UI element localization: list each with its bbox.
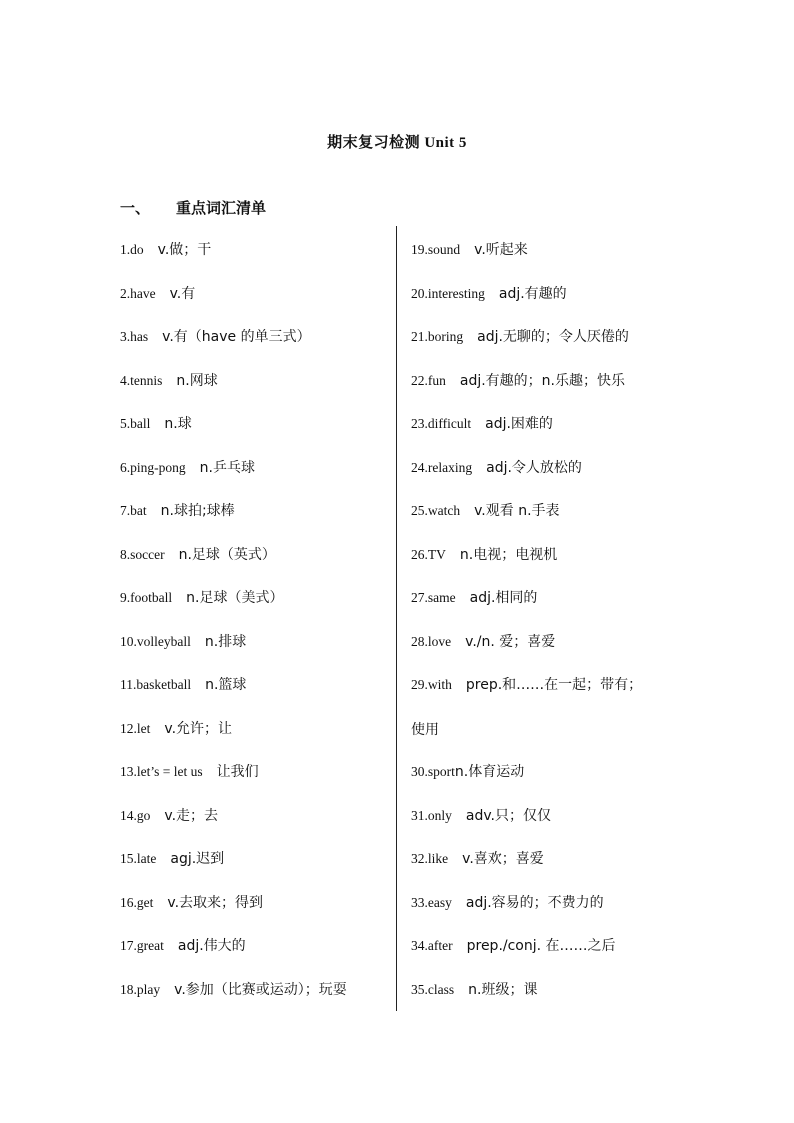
vocab-word: 31.only [411,807,452,823]
vocab-word: 35.class [411,981,455,997]
vocab-entry [411,980,681,1024]
vocab-entry [120,501,392,545]
vocab-word: 10.volleyball [120,633,191,649]
vocab-entry [411,327,681,371]
vocab-entry [411,284,681,328]
vocab-definition: adj.伟大的 [177,938,246,954]
vocab-definition: n.篮球 [205,677,247,693]
vocab-word: 3.has [120,329,149,344]
vocab-word: 8.soccer [120,546,165,562]
section-number: 一、 [120,201,151,217]
vocab-word: 16.get [120,894,154,910]
vocab-definition: adj.困难的 [485,416,553,432]
vocab-definition: n.电视；电视机 [459,546,558,563]
vocab-definition: n.足球（美式） [186,590,284,606]
vocab-definition: prep./conj. 在……之后 [466,938,616,954]
vocab-entry [120,458,392,502]
vocab-definition: n.球 [164,416,192,432]
vocab-definition: v.走；去 [164,807,219,824]
vocab-entry [120,240,392,284]
vocab-definition: n.网球 [176,372,218,389]
vocab-entry [411,936,681,980]
vocab-definition: 让我们 [216,764,259,780]
vocab-definition: v.允许；让 [164,720,233,737]
vocab-entry [120,980,392,1024]
vocab-entry [411,675,681,762]
vocab-word: 27.same [411,590,456,605]
vocab-word: 15.late [120,851,157,866]
vocab-entry [120,371,392,415]
vocab-definition-continued: 使用 [411,721,439,738]
vocab-definition: adv.只；仅仅 [465,807,552,824]
vocab-definition: prep.和……在一起；带有； [465,677,643,693]
vocab-word: 7.bat [120,503,147,518]
vocab-definition: n.排球 [204,633,247,650]
vocab-definition: v.参加（比赛或运动）；玩耍 [174,981,347,998]
vocab-entry [411,762,681,806]
vocab-word: 29.with [411,677,452,692]
vocab-word: 20.interesting [411,285,485,301]
vocab-word: 22.fun [411,372,446,388]
page-title: 期末复习检测 Unit 5 [327,135,467,151]
vocab-word: 24.relaxing [411,459,473,475]
vocab-word: 5.ball [120,416,151,431]
vocab-definition: v.观看 n.手表 [474,503,560,519]
vocab-word: 9.football [120,590,173,605]
vocab-entry [411,849,681,893]
vocab-entry [120,414,392,458]
vocab-definition: v./n. 爱；喜爱 [465,633,556,650]
vocab-definition: adj.容易的；不费力的 [465,894,604,911]
vocab-word: 21.boring [411,329,464,344]
vocab-definition: v.听起来 [474,242,528,258]
vocab-definition: n.班级；课 [468,981,538,998]
vocab-word: 13.let’s = let us [120,764,203,779]
vocab-entry [120,327,392,371]
vocab-word: 33.easy [411,894,452,910]
vocab-word: 4.tennis [120,372,163,388]
vocab-word: 12.let [120,720,151,736]
vocab-column-left [120,240,392,1023]
vocab-definition: v.去取来；得到 [167,894,264,911]
vocab-word: 25.watch [411,503,461,518]
vocab-word: 11.basketball [120,677,192,692]
vocab-entry [120,284,392,328]
vocab-entry [120,675,392,719]
vocab-word: 28.love [411,633,452,649]
vocab-word: 32.like [411,851,449,866]
vocab-entry [120,806,392,850]
vocab-entry [411,806,681,850]
vocab-entry [411,501,681,545]
section-label: 重点词汇清单 [176,201,267,217]
vocab-definition: adj.令人放松的 [486,459,582,476]
vocab-entry [120,936,392,980]
vocab-entry [411,893,681,937]
vocab-definition: agj.迟到 [170,851,225,867]
vocab-definition: n.球拍;球棒 [160,503,235,519]
vocab-definition: adj.有趣的；n.乐趣；快乐 [459,372,626,389]
vocab-entry [120,719,392,763]
vocab-definition: v.喜欢；喜爱 [462,851,544,867]
vocab-entry [120,588,392,632]
column-divider [396,226,397,1011]
vocab-word: 6.ping-pong [120,459,186,475]
vocab-column-right [411,240,681,1023]
vocab-word: 18.play [120,981,161,997]
vocab-entry [120,893,392,937]
vocab-entry [411,632,681,676]
vocab-word: 23.difficult [411,416,472,431]
vocab-entry [120,849,392,893]
vocab-definition: adj.无聊的；令人厌倦的 [477,329,629,345]
vocab-definition: v.有（have 的单三式） [162,329,311,345]
vocab-word: 1.do [120,242,144,257]
vocab-word: 30.sport [411,764,455,779]
vocab-entry [120,762,392,806]
vocab-word: 19.sound [411,242,461,257]
vocab-word: 34.after [411,938,453,953]
vocab-word: 14.go [120,807,151,823]
vocab-definition: n.足球（英式） [178,546,276,563]
vocab-entry [411,588,681,632]
vocab-definition: adj.相同的 [469,590,538,606]
vocab-entry [120,545,392,589]
vocab-definition: n.乒乓球 [199,459,255,476]
section-heading [120,197,266,218]
vocab-word: 26.TV [411,546,446,562]
vocab-entry [411,240,681,284]
vocab-entry [411,371,681,415]
vocab-entry [411,545,681,589]
vocab-entry [411,458,681,502]
vocab-definition: v.有 [169,285,196,302]
vocab-definition: n.体育运动 [454,764,525,780]
vocab-definition: adj.有趣的 [498,285,567,302]
vocab-word: 2.have [120,285,156,301]
vocab-entry [120,632,392,676]
vocab-word: 17.great [120,938,164,953]
vocab-definition: v.做；干 [157,242,212,258]
vocab-entry [411,414,681,458]
